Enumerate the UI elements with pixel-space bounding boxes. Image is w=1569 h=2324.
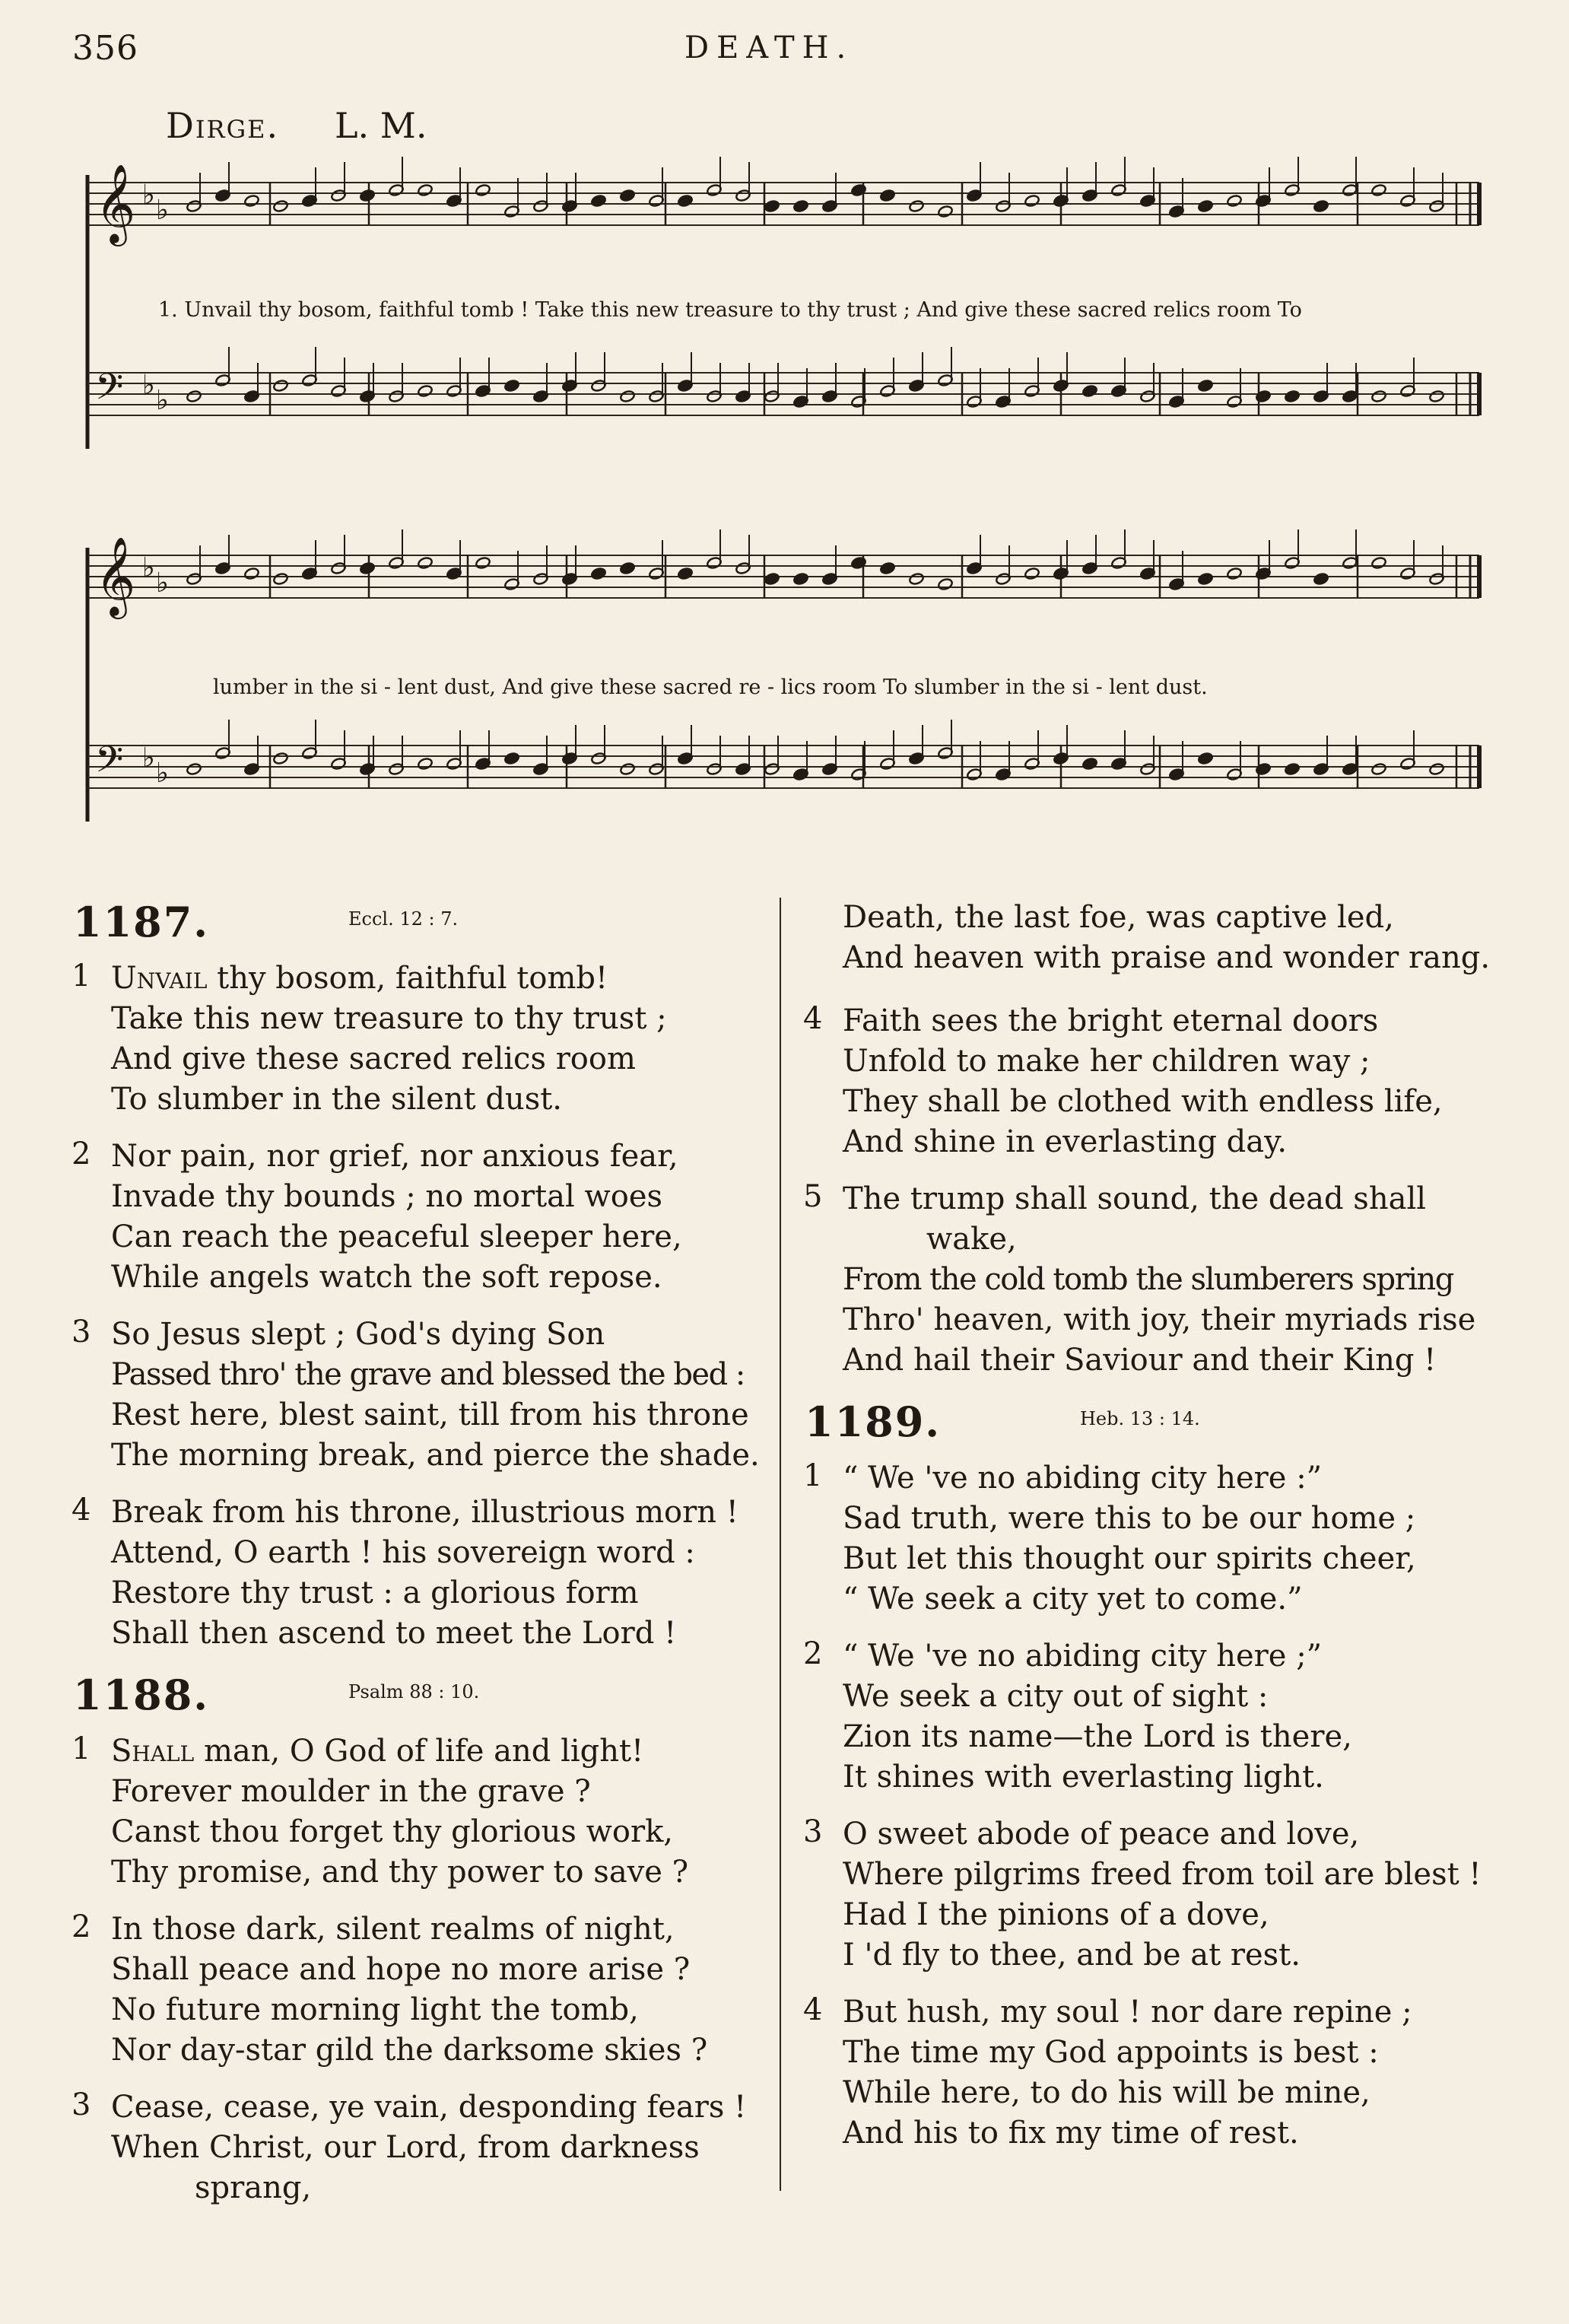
flat-icon: ♭ <box>142 180 155 211</box>
verse-line: “ We seek a city yet to come.” <box>843 1582 1303 1617</box>
note-head <box>1197 199 1213 212</box>
note-head <box>764 199 780 212</box>
left-column <box>67 898 774 2225</box>
verse-line: sprang, <box>195 2170 312 2205</box>
note-head <box>1370 183 1386 196</box>
note-head <box>417 556 433 569</box>
verse-line: Nor pain, nor grief, nor anxious fear, <box>111 1139 678 1174</box>
verse-line: While here, to do his will be mine, <box>843 2075 1370 2110</box>
verse-line: So Jesus slept ; God's dying Son <box>111 1317 605 1352</box>
note-head <box>503 379 519 392</box>
verse-line: The time my God appoints is best : <box>843 2035 1379 2070</box>
note-head <box>619 762 635 775</box>
verse-line: They shall be clothed with endless life, <box>843 1084 1443 1119</box>
verse-line: No future morning light the tomb, <box>111 1992 639 2027</box>
note-head <box>879 561 895 574</box>
treble-staff <box>87 157 1479 246</box>
note-head <box>850 183 866 196</box>
treble-clef-icon: 𝄞 <box>95 164 136 243</box>
note-head <box>1428 389 1444 402</box>
note-head <box>792 199 808 212</box>
verse-line: Rest here, blest saint, till from his throne <box>111 1397 749 1432</box>
stanza-number: 1 <box>71 1731 91 1766</box>
note-head <box>417 384 433 397</box>
stanza-continued <box>799 898 1506 978</box>
verse-line: Thy promise, and thy power to save ? <box>111 1855 689 1890</box>
verse-line: Where pilgrims freed from toil are blest ! <box>843 1857 1482 1892</box>
verse-line: When Christ, our Lord, from darkness <box>111 2130 700 2165</box>
flat-icon: ♭ <box>156 758 169 789</box>
note-head <box>619 189 635 202</box>
verse-line: Unvail thy bosom, faithful tomb! <box>111 961 608 996</box>
stanza-number: 1 <box>71 959 91 994</box>
stanza-number: 4 <box>803 1992 823 2027</box>
note-head <box>1370 762 1386 775</box>
bass-staff <box>87 720 1479 790</box>
note-head <box>1081 757 1097 770</box>
note-head <box>243 567 259 580</box>
verse-line: Take this new treasure to thy trust ; <box>111 1001 667 1036</box>
verse-line: In those dark, silent realms of night, <box>111 1912 675 1947</box>
tune-meter: L. M. <box>335 105 427 146</box>
verse-line: Thro' heaven, with joy, their myriads rise <box>843 1302 1476 1337</box>
verse-line: Passed thro' the grave and blessed the bed : <box>111 1357 745 1392</box>
note-head <box>1370 389 1386 402</box>
stanza-number: 3 <box>803 1814 823 1849</box>
hymn-number: 1187. <box>73 898 210 946</box>
stanza <box>799 1814 1506 1976</box>
stanza <box>67 1315 774 1476</box>
stanza <box>67 2087 774 2208</box>
bass-staff <box>87 347 1479 417</box>
page-number: 356 <box>72 29 138 68</box>
stanza-number: 2 <box>71 1909 91 1944</box>
stanza-number: 3 <box>71 2087 91 2122</box>
hymn-heading <box>67 898 774 959</box>
flat-icon: ♭ <box>156 385 169 416</box>
note-head <box>1255 762 1271 775</box>
note-head <box>1255 389 1271 402</box>
verse-line: But let this thought our spirits cheer, <box>843 1541 1416 1576</box>
note-head <box>1197 572 1213 585</box>
verse-line: From the cold tomb the slumberers spring <box>843 1262 1453 1297</box>
note-head <box>1226 567 1242 580</box>
treble-staff <box>87 529 1479 619</box>
verse-line: And shine in everlasting day. <box>843 1124 1288 1159</box>
note-head <box>1313 199 1329 212</box>
note-head <box>417 183 433 196</box>
stanza <box>799 1458 1506 1620</box>
note-head <box>475 183 491 196</box>
verse-line: And his to fix my time of rest. <box>843 2116 1299 2151</box>
verse-line: Sad truth, were this to be our home ; <box>843 1501 1416 1536</box>
verse-line: Death, the last foe, was captive led, <box>843 900 1394 935</box>
note-head <box>1081 384 1097 397</box>
note-head <box>677 567 693 580</box>
verse-line: Faith sees the bright eternal doors <box>843 1003 1379 1038</box>
flat-icon: ♭ <box>142 742 155 774</box>
verse-line: It shines with everlasting light. <box>843 1760 1324 1795</box>
column-divider <box>780 898 781 2191</box>
stanza <box>67 1137 774 1298</box>
verse-line: Restore thy trust : a glorious form <box>111 1575 639 1610</box>
verse-line: O sweet abode of peace and love, <box>843 1817 1360 1852</box>
stanza-number: 4 <box>71 1493 91 1528</box>
verse-line: And give these sacred relics room <box>111 1041 636 1076</box>
note-head <box>937 577 953 590</box>
stanza <box>799 1001 1506 1162</box>
note-head <box>1197 752 1213 765</box>
stanza-number: 1 <box>803 1458 823 1493</box>
verse-line: Can reach the peaceful sleeper here, <box>111 1219 682 1254</box>
verse-line: I 'd fly to thee, and be at rest. <box>843 1938 1301 1973</box>
note-head <box>186 762 202 775</box>
stanza-number: 3 <box>71 1315 91 1350</box>
note-head <box>764 572 780 585</box>
stanza <box>67 1493 774 1654</box>
note-head <box>359 561 375 574</box>
note-head <box>186 389 202 402</box>
first-word: Unvail <box>111 961 208 996</box>
hymn-number: 1189. <box>805 1397 942 1446</box>
lyric-line-1: 1. Unvail thy bosom, faithful tomb ! Take this new treasure to thy trust ; And give these sacred relics room To <box>158 298 1302 322</box>
verse-line: And heaven with praise and wonder rang. <box>843 940 1491 975</box>
scripture-reference: Psalm 88 : 10. <box>348 1681 480 1702</box>
verse-line: “ We 've no abiding city here :” <box>843 1461 1323 1496</box>
verse-line: We seek a city out of sight : <box>843 1679 1269 1714</box>
scripture-reference: Eccl. 12 : 7. <box>348 908 459 930</box>
scripture-reference: Heb. 13 : 14. <box>1080 1408 1200 1429</box>
verse-line: Zion its name—the Lord is there, <box>843 1719 1352 1754</box>
bass-clef-icon: 𝄢 <box>95 738 124 790</box>
verse-line: Break from his throne, illustrious morn ! <box>111 1495 738 1530</box>
note-head <box>792 572 808 585</box>
verse-line: Unfold to make her children way ; <box>843 1044 1370 1079</box>
note-head <box>1370 556 1386 569</box>
note-head <box>1024 194 1040 207</box>
section-title: DEATH. <box>684 30 854 65</box>
note-head <box>619 561 635 574</box>
verse-line: And hail their Saviour and their King ! <box>843 1343 1437 1378</box>
first-word: Shall <box>111 1734 195 1769</box>
stanza <box>67 1909 774 2071</box>
note-head <box>1024 567 1040 580</box>
verse-line: The trump shall sound, the dead shall <box>843 1181 1427 1216</box>
note-head <box>272 752 288 765</box>
note-head <box>475 556 491 569</box>
verse-line: Attend, O earth ! his sovereign word : <box>111 1535 695 1570</box>
flat-icon: ♭ <box>156 567 169 599</box>
verse-line: Nor day-star gild the darksome skies ? <box>111 2033 708 2068</box>
verse-line: To slumber in the silent dust. <box>111 1082 563 1117</box>
flat-icon: ♭ <box>142 552 155 583</box>
note-head <box>590 194 606 207</box>
note-head <box>937 205 953 218</box>
lyric-line-2: lumber in the si - lent dust, And give these sacred re - lics room To slumber in the si - lent dust. <box>213 676 1208 699</box>
note-head <box>850 556 866 569</box>
verse-line: Canst thou forget thy glorious work, <box>111 1814 674 1849</box>
hymn-number: 1188. <box>73 1671 210 1719</box>
tune-name: Dirge. <box>166 105 280 146</box>
treble-clef-icon: 𝄞 <box>95 536 136 616</box>
note-head <box>1226 194 1242 207</box>
stanza <box>67 1731 774 1893</box>
note-head <box>1284 762 1300 775</box>
stanza <box>799 1636 1506 1798</box>
note-head <box>677 194 693 207</box>
verse-line: The morning break, and pierce the shade. <box>111 1438 760 1473</box>
hymn-heading <box>799 1397 1506 1458</box>
verse-line: Invade thy bounds ; no mortal woes <box>111 1179 663 1214</box>
note-head <box>272 199 288 212</box>
note-head <box>243 194 259 207</box>
note-head <box>417 757 433 770</box>
stanza-number: 5 <box>803 1179 823 1214</box>
stanza-number: 2 <box>803 1636 823 1671</box>
verse-line: While angels watch the soft repose. <box>111 1260 662 1295</box>
stanza-number: 2 <box>71 1137 91 1172</box>
verse-line: But hush, my soul ! nor dare repine ; <box>843 1995 1412 2030</box>
verse-line: Shall peace and hope no more arise ? <box>111 1952 691 1987</box>
hymn-heading <box>67 1671 774 1731</box>
verse-line: Had I the pinions of a dove, <box>843 1897 1269 1932</box>
note-head <box>359 189 375 202</box>
verse-line: Shall then ascend to meet the Lord ! <box>111 1616 677 1651</box>
right-column <box>799 898 1506 2170</box>
note-head <box>503 752 519 765</box>
verse-line: Cease, cease, ye vain, desponding fears ! <box>111 2090 747 2125</box>
verse-line: Forever moulder in the grave ? <box>111 1774 591 1809</box>
note-head <box>908 572 924 585</box>
note-head <box>272 379 288 392</box>
note-head <box>590 567 606 580</box>
note-head <box>272 572 288 585</box>
verse-line: “ We 've no abiding city here ;” <box>843 1639 1323 1674</box>
bass-clef-icon: 𝄢 <box>95 365 124 417</box>
note-head <box>1197 379 1213 392</box>
stanza <box>799 1992 1506 2154</box>
note-head <box>908 199 924 212</box>
stanza <box>799 1179 1506 1381</box>
note-head <box>1428 762 1444 775</box>
note-head <box>1284 389 1300 402</box>
note-head <box>879 189 895 202</box>
note-head <box>619 389 635 402</box>
stanza <box>67 959 774 1120</box>
stanza-number: 4 <box>803 1001 823 1036</box>
note-head <box>1313 572 1329 585</box>
verse-line: wake, <box>926 1222 1017 1257</box>
flat-icon: ♭ <box>156 195 169 226</box>
verse-line: Shall man, O God of life and light! <box>111 1734 644 1769</box>
flat-icon: ♭ <box>142 370 155 401</box>
